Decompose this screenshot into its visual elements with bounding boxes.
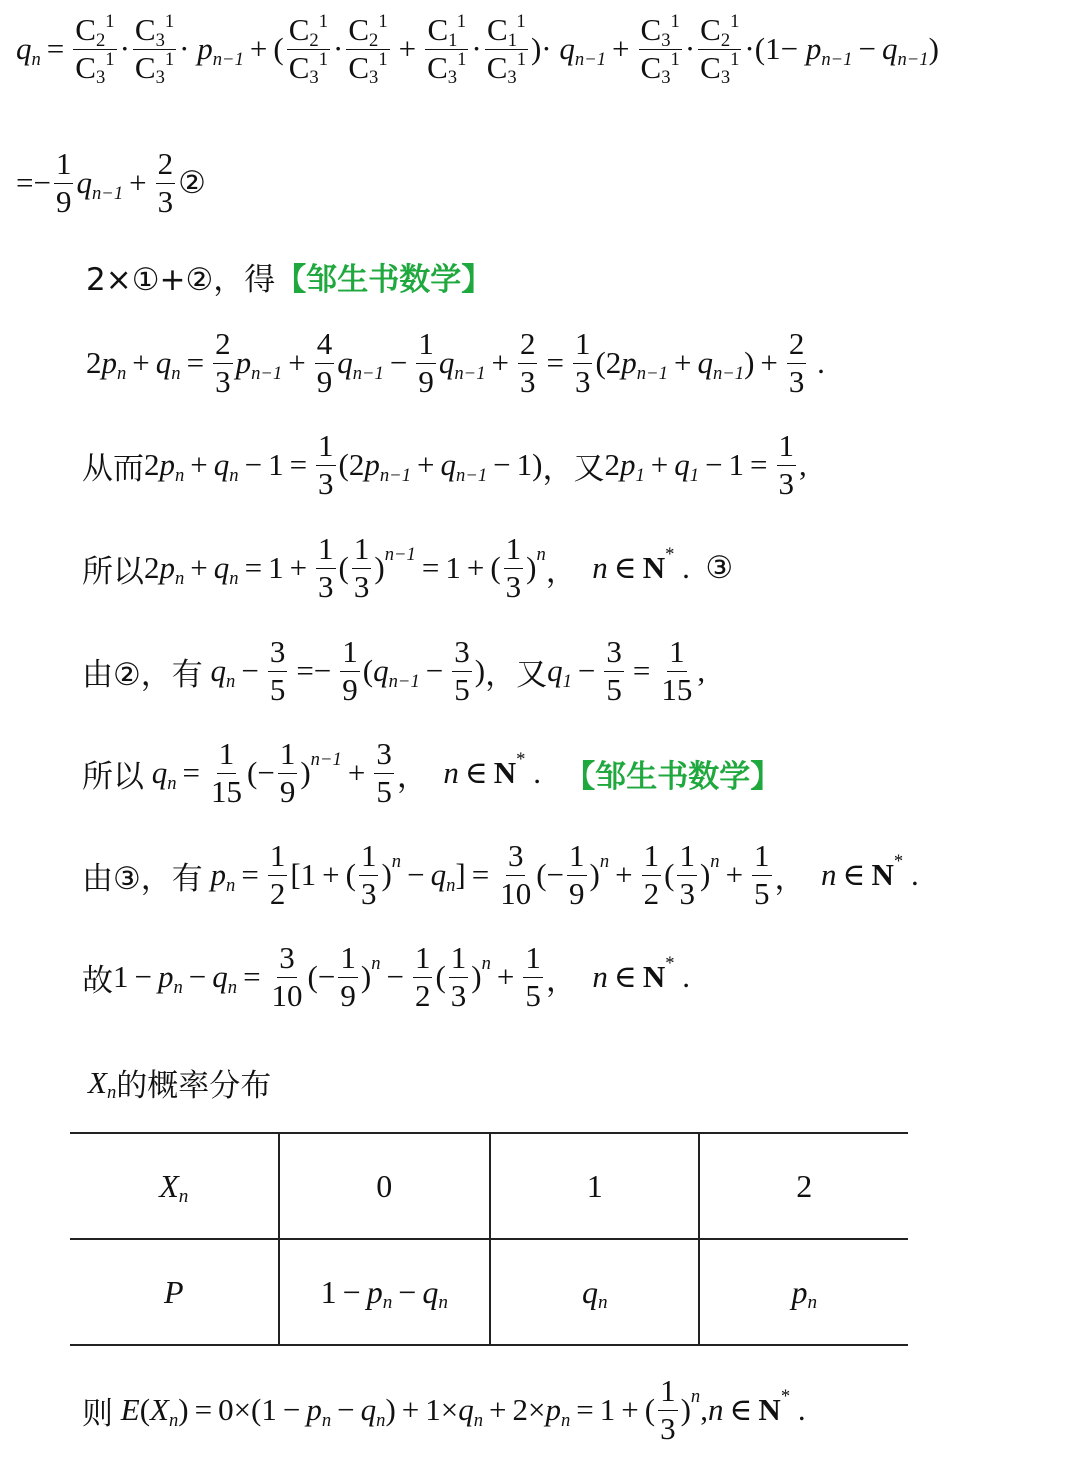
distribution-table — [70, 1132, 908, 1346]
formula-line-1: $q_n$ = $\frac{C_2^1}{C_3^1}$ · $\frac{C_3^1}{C_3^1}$ · $p_{n-1}$ + ( $\frac{C_2^1}{C_3^1}$ · $\frac{C_2^1}{C_3^1}$ + $\frac{C_1^1}{C_3^1}$ · $\frac{C_1^1}{C_3^1}$ )· $q_{n-1}$ + $\frac{C_3^1}{C_3^1}$ · $\frac{C_2^1}{C_3^1}$ ·(1− $p_{n-1}$ − $q_{n-1}$ ) — [16, 10, 939, 89]
formula-line-expectation: 则 E ( $X_n$ ) = 0×(1 − $p_n$ − $q_n$ ) + 1× $q_n$ + 2× $p_n$ = 1 + ( $\frac{1}{3}$ ) $^n$ , n ∈ N * . — [82, 1373, 806, 1446]
table-cell-value-1: 1 — [490, 1133, 699, 1239]
table-cell-prob-1: $q_n$ — [490, 1239, 699, 1345]
formula-line-5: 从而 2 $p_n$ + $q_n$ − 1 = $\frac{1}{3}$ (2 $p_{n-1}$ + $q_{n-1}$ − 1) ，又 2 $p_1$ + $q_1$ − 1 = $\frac{1}{3}$ , — [82, 428, 807, 501]
table-header-p: P — [70, 1239, 279, 1345]
table-header-x: $X_n$ — [70, 1133, 279, 1239]
formula-line-2: =− $\frac{1}{9}$ $q_{n-1}$ + $\frac{2}{3}$ ② — [16, 146, 206, 219]
watermark-2: 【邹生书数学】 — [564, 758, 782, 795]
formula-line-9: 由③，有 $p_n$ = $\frac{1}{2}$ [1 + ( $\frac{1}{3}$ ) $^n$ − $q_n$ ] = $\frac{3}{10}$ (− $\frac{1}{9}$ ) $^n$ + $\frac{1}{2}$ ( $\frac{1}{3}$ ) $^n$ + $\frac{1}{5}$ ， n ∈ N * . — [82, 838, 919, 911]
formula-line-6: 所以 2 $p_n$ + $q_n$ = 1 + $\frac{1}{3}$ ( $\frac{1}{3}$ ) $^{n-1}$ = 1 + ( $\frac{1}{3}$ ) $^n$ ， n ∈ N * . ③ — [82, 531, 734, 604]
formula-line-7: 由②，有 $q_n$ − $\frac{3}{5}$ =− $\frac{1}{9}$ ( $q_{n-1}$ − $\frac{3}{5}$ ) ，又 $q_1$ − $\frac{3}{5}$ = $\frac{1}{15}$ , — [82, 634, 706, 707]
table-cell-prob-2: $p_n$ — [699, 1239, 908, 1345]
table-row-values — [70, 1133, 908, 1239]
table-cell-prob-0: $1 - p_n - q_n$ — [279, 1239, 490, 1345]
table-cell-value-0: 0 — [279, 1133, 490, 1239]
formula-line-8: 所以 $q_n$ = $\frac{1}{15}$ (− $\frac{1}{9}$ ) $^{n-1}$ + $\frac{3}{5}$ ， n ∈ N * . 【邹生书数学】 — [82, 736, 782, 809]
watermark: 【邹生书数学】 — [275, 262, 493, 298]
table-cell-value-2: 2 — [699, 1133, 908, 1239]
formula-line-10: 故 1 − $p_n$ − $q_n$ = $\frac{3}{10}$ (− $\frac{1}{9}$ ) $^n$ − $\frac{1}{2}$ ( $\frac{1}{3}$ ) $^n$ + $\frac{1}{5}$ ， n ∈ N * . — [82, 940, 691, 1013]
formula-line-3: 2×①+②，得 【邹生书数学】 — [86, 254, 492, 299]
table-row-probabilities — [70, 1239, 908, 1345]
distribution-title: $X_n$ 的概率分布 — [88, 1064, 272, 1104]
formula-line-4: 2 $p_n$ + $q_n$ = $\frac{2}{3}$ $p_{n-1}$ + $\frac{4}{9}$ $q_{n-1}$ − $\frac{1}{9}$ $q_{n-1}$ + $\frac{2}{3}$ = $\frac{1}{3}$ (2 $p_{n-1}$ + $q_{n-1}$ ) + $\frac{2}{3}$ . — [86, 326, 825, 399]
